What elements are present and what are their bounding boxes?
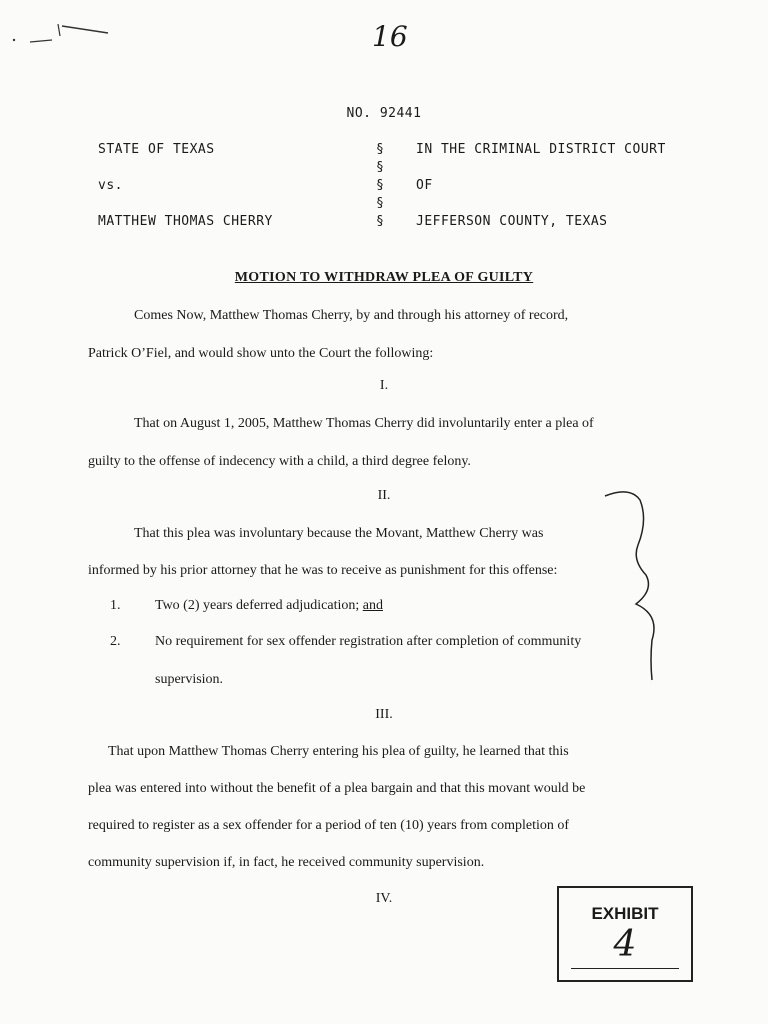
list-item-number: 1. — [110, 598, 121, 613]
paragraph-line: That this plea was involuntary because the Movant, Matthew Cherry was — [134, 526, 544, 541]
exhibit-label: EXHIBIT — [591, 904, 659, 923]
list-item — [155, 598, 383, 614]
case-number: NO. 92441 — [346, 106, 422, 121]
exhibit-underline — [571, 968, 679, 969]
handwritten-page-number: 16 — [372, 20, 408, 53]
paragraph-line: That upon Matthew Thomas Cherry entering his plea of guilty, he learned that this — [108, 744, 569, 759]
caption-party-defendant: MATTHEW THOMAS CHERRY — [98, 214, 273, 229]
caption-court: IN THE CRIMINAL DISTRICT COURT — [416, 142, 666, 157]
paragraph-line: plea was entered into without the benefit of a plea bargain and that this movant would be — [88, 781, 586, 796]
paragraph-line: That on August 1, 2005, Matthew Thomas Cherry did involuntarily enter a plea of — [134, 416, 594, 431]
caption-vs: vs. — [98, 178, 123, 193]
section-numeral: III. — [375, 707, 393, 722]
paragraph-line: guilty to the offense of indecency with a child, a third degree felony. — [88, 454, 471, 469]
section-symbol: § — [376, 214, 385, 229]
exhibit-sticker — [557, 886, 693, 982]
section-numeral: IV. — [375, 891, 393, 906]
section-symbol: § — [376, 142, 385, 157]
paragraph-line: informed by his prior attorney that he was to receive as punishment for this offense: — [88, 563, 558, 578]
list-item-text: Two (2) years deferred adjudication; — [155, 598, 360, 613]
paragraph-line: required to register as a sex offender for a period of ten (10) years from completion of — [88, 818, 570, 833]
list-item-conjunction: and — [362, 598, 383, 613]
intro-line: Comes Now, Matthew Thomas Cherry, by and through his attorney of record, — [134, 308, 569, 323]
section-symbol: § — [376, 160, 385, 175]
caption-county: JEFFERSON COUNTY, TEXAS — [416, 214, 608, 229]
intro-line: Patrick O’Fiel, and would show unto the Court the following: — [88, 346, 434, 361]
caption-party-state: STATE OF TEXAS — [98, 142, 215, 157]
list-item-continuation: supervision. — [155, 672, 224, 687]
document-title: MOTION TO WITHDRAW PLEA OF GUILTY — [234, 270, 534, 285]
section-numeral: I. — [379, 378, 389, 393]
paragraph-line: community supervision if, in fact, he received community supervision. — [88, 855, 485, 870]
section-symbol: § — [376, 178, 385, 193]
section-numeral: II. — [377, 488, 391, 503]
exhibit-number: 4 — [613, 924, 637, 965]
list-item-text: No requirement for sex offender registration after completion of community — [155, 634, 582, 649]
caption-of: OF — [416, 178, 433, 193]
list-item-number: 2. — [110, 634, 121, 649]
section-symbol: § — [376, 196, 385, 211]
